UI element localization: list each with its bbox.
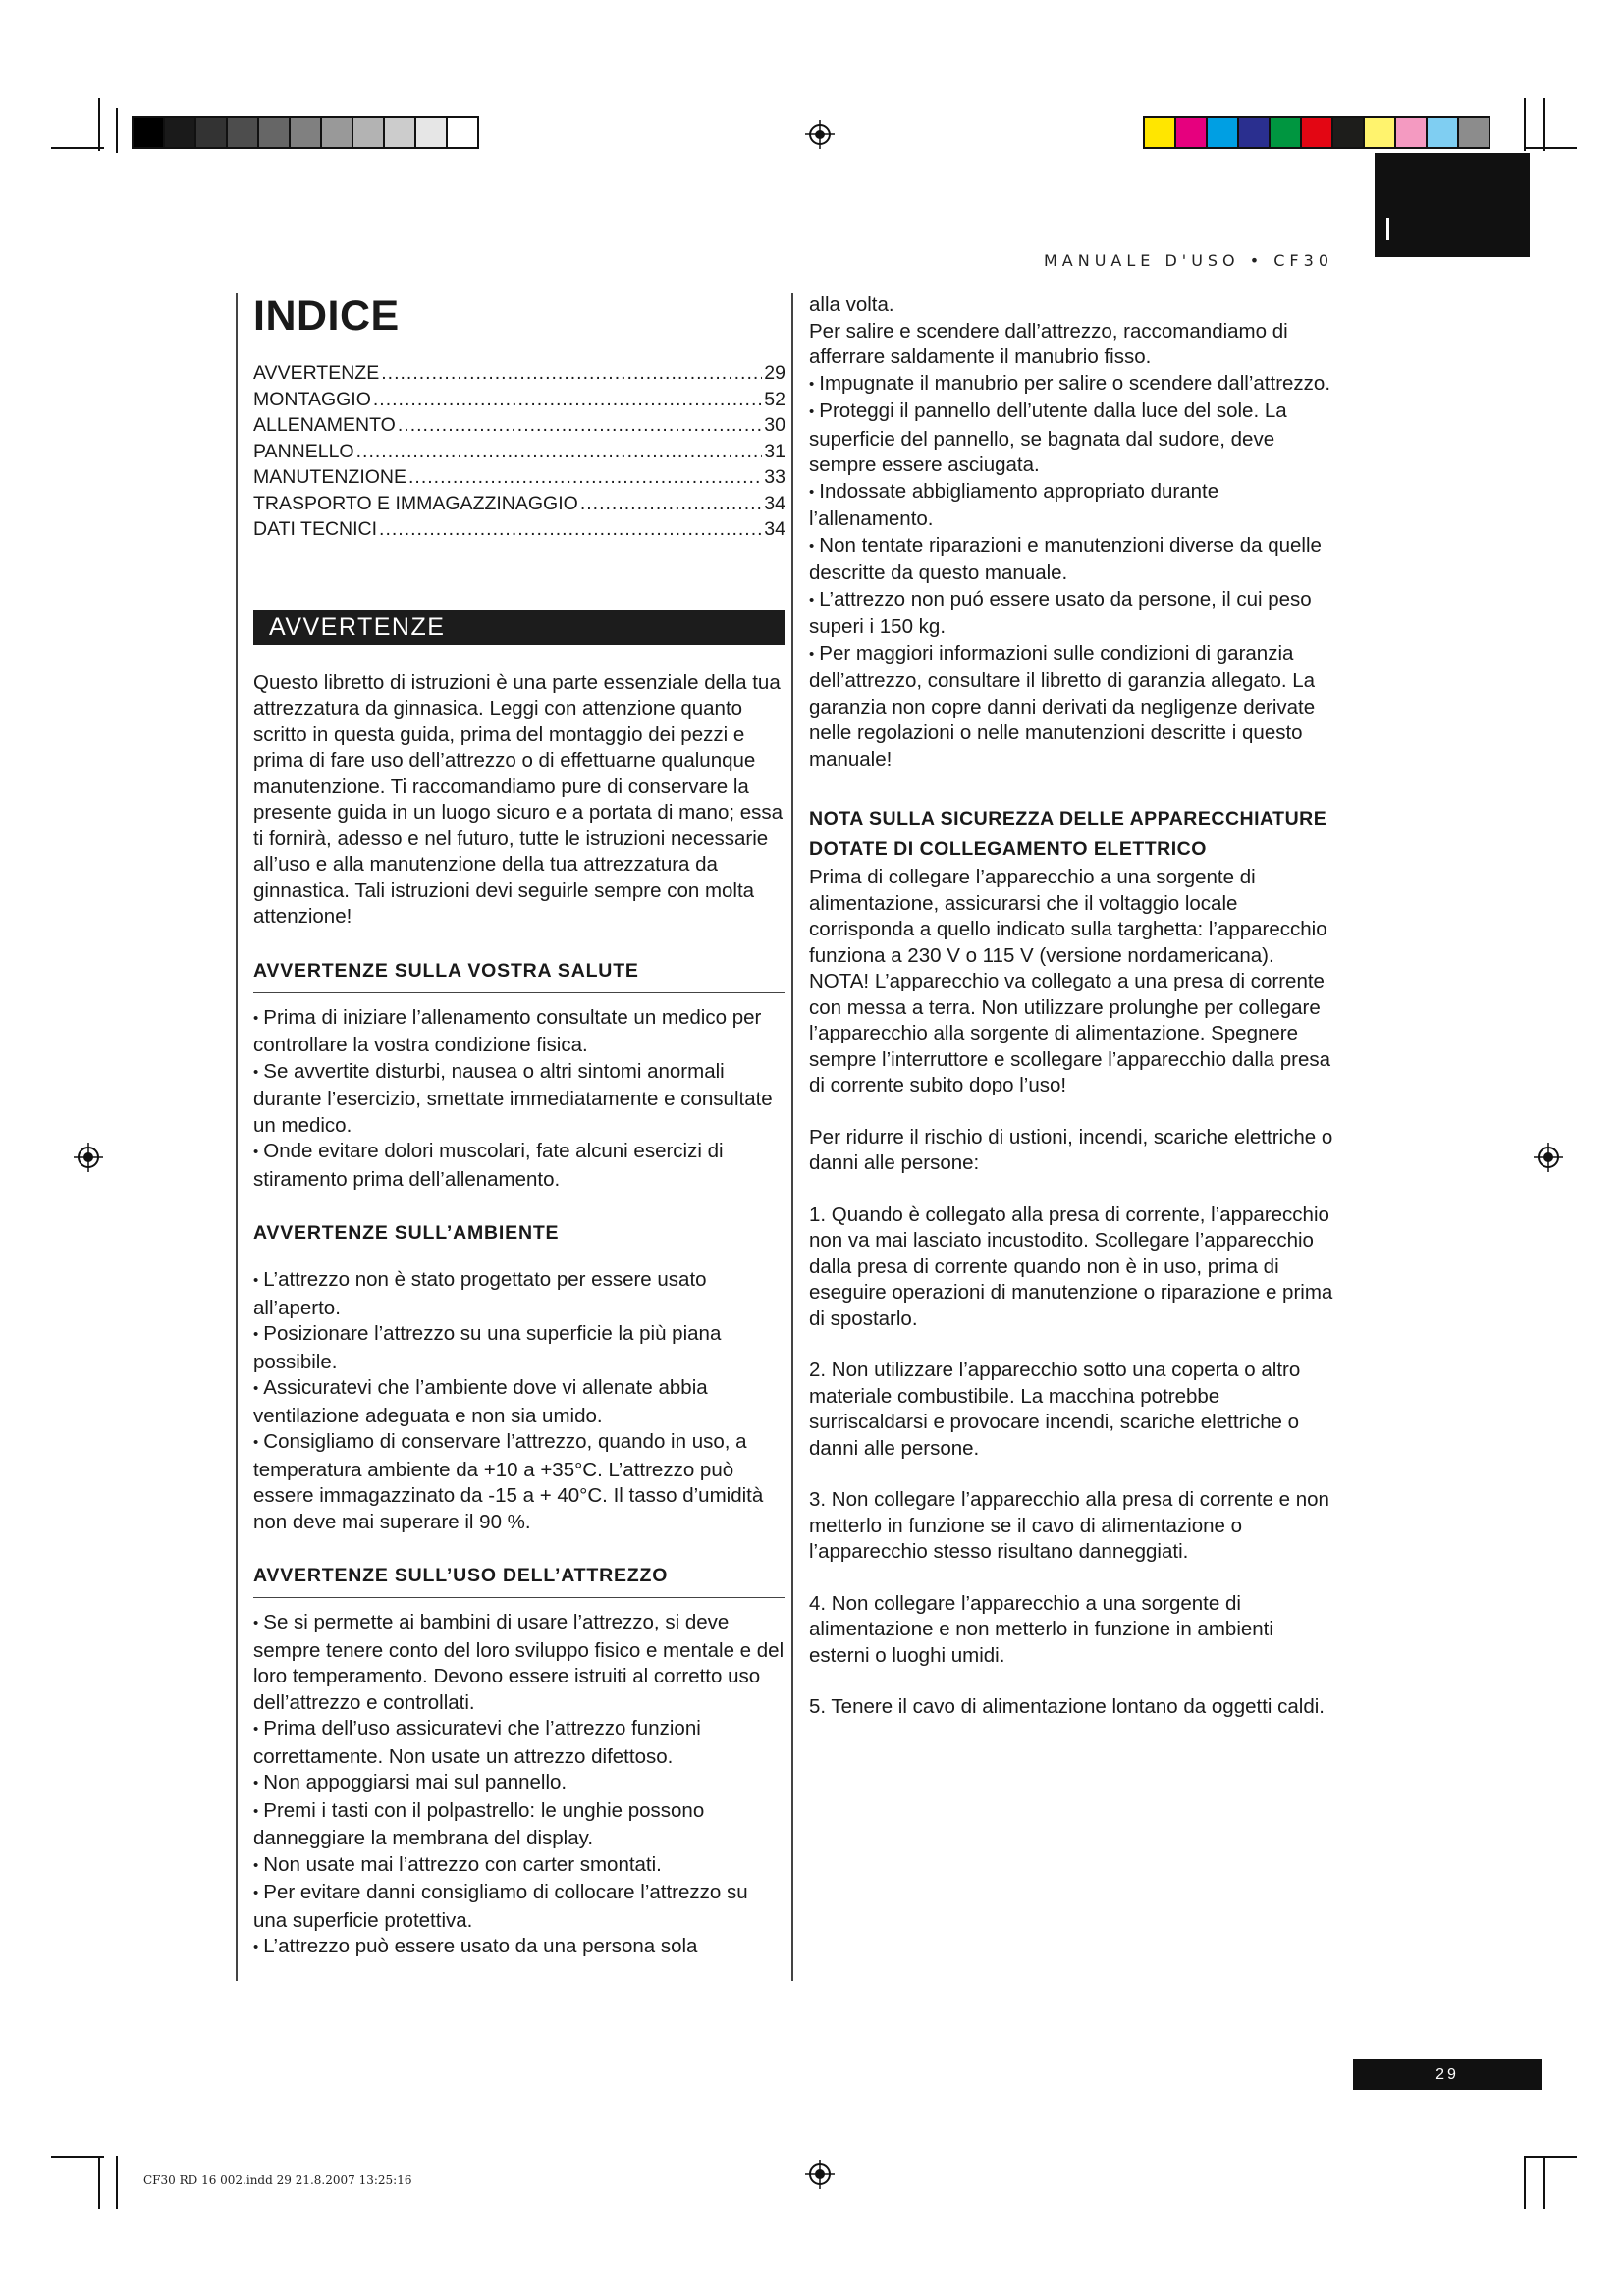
list-item: • Non usate mai l’attrezzo con carter smontati. [253,1852,785,1881]
toc-leader [381,360,762,387]
color-swatch [259,118,291,147]
right-column [791,293,1339,1981]
toc-label: TRASPORTO E IMMAGAZZINAGGIO [253,492,578,514]
cmyk-color-bar [1143,116,1490,149]
toc-leader [398,412,762,439]
toc-page: 29 [764,362,785,384]
numbered-item: 4. Non collegare l’apparecchio a una sorgente di alimentazione e non metterlo in funzione in ambienti esterni o luoghi umidi. [809,1591,1273,1667]
intro-paragraph: Questo libretto di istruzioni è una parte essenziale della tua attrezzatura da ginnasica. Leggi con attenzione quanto scritto in questa guida, prima del montaggio dei pezzi e prima di fare uso dell’attrezzo o di effettuarne qualunque manutenzione. Ti raccomandiamo pure di conservare la presente guida in un luogo sicuro e a portata di mano; essa ti fornirà, adesso e nel futuro, tutte le istruzioni necessarie all’uso e alla manutenzione della tua attrezzatura da ginnastica. Tali istruzioni devi seguirle sempre con molta attenzione! [253,670,784,928]
crop-mark [51,2156,104,2158]
color-swatch [1302,118,1333,147]
registration-target-icon [805,120,835,149]
bullet-list [253,1267,785,1535]
crop-mark [116,108,118,153]
toc-label: AVVERTENZE [253,362,380,384]
registration-target-icon [1534,1143,1563,1172]
toc-entry[interactable] [253,387,785,413]
left-column [236,293,785,1981]
crop-mark [98,98,100,151]
numbered-item: 3. Non collegare l’apparecchio alla presa di corrente e non metterlo in funzione se il cavo di alimentazione o l’apparecchio stesso risultano danneggiati. [809,1488,1329,1563]
page-number: 29 [1353,2059,1542,2090]
list-item: • Per evitare danni consigliamo di collocare l’attrezzo su una superficie protettiva. [253,1880,785,1934]
crop-mark [51,147,104,149]
bullet-list [253,1610,785,1962]
color-swatch [1365,118,1396,147]
toc-label: ALLENAMENTO [253,414,396,436]
toc-page: 52 [764,388,785,410]
registration-target-icon [805,2160,835,2189]
crop-mark [1543,98,1545,151]
crop-mark [1524,2156,1526,2209]
section-heading: AVVERTENZE SULL’AMBIENTE [253,1222,785,1255]
color-swatch [1428,118,1459,147]
toc-page: 34 [764,492,785,514]
color-swatch [1176,118,1208,147]
toc-leader [373,387,762,413]
toc-page: 31 [764,440,785,462]
toc-leader [356,439,763,465]
crop-mark [1543,2156,1545,2209]
crop-mark [1524,98,1526,151]
list-item: • Assicuratevi che l’ambiente dove vi allenate abbia ventilazione adeguata e non sia umido. [253,1375,785,1429]
numbered-item: 1. Quando è collegato alla presa di corrente, l’apparecchio non va mai lasciato incustodito. Scollegare l’apparecchio dalla presa di corrente quando non è in uso, prima di eseguire operazioni di manutenzione o riparazione e prima di spostarlo. [809,1202,1333,1330]
toc-entry[interactable] [253,412,785,439]
numbered-item: 5. Tenere il cavo di alimentazione lontano da oggetti caldi. [809,1695,1325,1718]
numbered-item: 2. Non utilizzare l’apparecchio sotto una coperta o altro materiale combustibile. La macchina potrebbe surriscaldarsi e provocare incendi, scariche elettriche o danni alle persone. [809,1359,1301,1460]
list-item: • L’attrezzo non puó essere usato da persone, il cui peso superi i 150 kg. [809,587,1339,641]
color-swatch [1333,118,1365,147]
chapter-thumb-tab [1375,153,1530,257]
list-item: • Indossate abbigliamento appropriato durante l’allenamento. [809,479,1339,533]
list-item: • Per maggiori informazioni sulle condizioni di garanzia dell’attrezzo, consultare il libretto di garanzia allegato. La garanzia non copre danni derivati da negligenze derivate nelle regolazioni o nelle manutenzioni descritte i questo manuale! [809,641,1339,774]
section-heading: AVVERTENZE SULL’USO DELL’ATTREZZO [253,1565,785,1598]
color-swatch [291,118,322,147]
color-swatch [1208,118,1239,147]
list-item: • Se avvertite disturbi, nausea o altri sintomi anormali durante l’esercizio, smettate immediatamente e consultate un medico. [253,1059,785,1140]
gray-color-bar [132,116,479,149]
color-swatch [165,118,196,147]
toc-label: MONTAGGIO [253,388,371,410]
toc-leader [580,491,762,517]
list-item: • Impugnate il manubrio per salire o scendere dall’attrezzo. [809,371,1339,400]
color-swatch [1271,118,1302,147]
list-item: • Non appoggiarsi mai sul pannello. [253,1770,785,1798]
continuation-text: Per salire e scendere dall’attrezzo, raccomandiamo di afferrare saldamente il manubrio fisso. [809,319,1288,368]
bullet-list [253,1005,785,1194]
list-item: • Non tentate riparazioni e manutenzioni diverse da quelle descritte da questo manuale. [809,533,1339,587]
table-of-contents [253,360,785,543]
crop-mark [1524,2156,1577,2158]
bullet-list [809,371,1339,774]
toc-page: 34 [764,518,785,540]
toc-page: 30 [764,414,785,436]
toc-entry[interactable] [253,360,785,387]
print-slug: CF30 RD 16 002.indd 29 21.8.2007 13:25:16 [143,2173,412,2187]
toc-entry[interactable] [253,439,785,465]
color-swatch [353,118,385,147]
list-item: • Se si permette ai bambini di usare l’attrezzo, si deve sempre tenere conto del loro sviluppo fisico e mentale e del loro temperamento. Devono essere istruiti al corretto uso dell’attrezzo e controllati. [253,1610,785,1716]
toc-entry[interactable] [253,491,785,517]
registration-target-icon [74,1143,103,1172]
color-swatch [1396,118,1428,147]
color-swatch [228,118,259,147]
color-swatch [134,118,165,147]
list-item: • Prima dell’uso assicuratevi che l’attrezzo funzioni correttamente. Non usate un attrezzo difettoso. [253,1716,785,1770]
index-title: INDICE [253,293,400,340]
crop-mark [1524,147,1577,149]
toc-page: 33 [764,466,785,488]
toc-label: DATI TECNICI [253,518,378,540]
list-item: • Prima di iniziare l’allenamento consultate un medico per controllare la vostra condizione fisica. [253,1005,785,1059]
color-swatch [448,118,477,147]
list-item: • Consigliamo di conservare l’attrezzo, quando in uso, a temperatura ambiente da +10 a +35°C. L’attrezzo può essere immagazzinato da -15 a + 40°C. Il tasso d’umidità non deve mai superare il 90 %. [253,1429,785,1535]
risk-intro: Per ridurre il rischio di ustioni, incendi, scariche elettriche o danni alle persone: [809,1125,1333,1174]
color-swatch [385,118,416,147]
toc-leader [379,516,762,543]
list-item: • L’attrezzo può essere usato da una persona sola [253,1934,785,1962]
crop-mark [98,2156,100,2209]
color-swatch [322,118,353,147]
toc-leader [408,464,762,491]
toc-label: PANNELLO [253,440,354,462]
safety-note-text: Prima di collegare l’apparecchio a una sorgente di alimentazione, assicurarsi che il voltaggio locale corrisponda a quello indicato sulla targhetta: l’apparecchio funziona a 230 V o 115 V (versione nordamericana). NOTA! L’apparecchio va collegato a una presa di corrente con messa a terra. Non utilizzare prolunghe per collegare l’apparecchio alla sorgente di alimentazione. Spegnere sempre l’interruttore e scollegare l’apparecchio dalla presa di corrente subito dopo l’uso! [809,866,1330,1096]
section-banner: AVVERTENZE [253,610,785,645]
safety-note-heading: NOTA SULLA SICUREZZA DELLE APPARECCHIATURE DOTATE DI COLLEGAMENTO ELETTRICO [809,808,1327,860]
color-swatch [1239,118,1271,147]
toc-entry[interactable] [253,464,785,491]
color-swatch [196,118,228,147]
list-item: • L’attrezzo non è stato progettato per essere usato all’aperto. [253,1267,785,1321]
color-swatch [416,118,448,147]
crop-mark [116,2156,118,2209]
running-head: MANUALE D'USO • CF30 [1043,251,1333,270]
section-heading: AVVERTENZE SULLA VOSTRA SALUTE [253,960,785,993]
list-item: • Onde evitare dolori muscolari, fate alcuni esercizi di stiramento prima dell’allenamento. [253,1139,785,1193]
toc-label: MANUTENZIONE [253,466,406,488]
list-item: • Premi i tasti con il polpastrello: le unghie possono danneggiare la membrana del display. [253,1798,785,1852]
color-swatch [1145,118,1176,147]
color-swatch [1459,118,1489,147]
toc-entry[interactable] [253,516,785,543]
list-item: • Posizionare l’attrezzo su una superficie la più piana possibile. [253,1321,785,1375]
list-item: • Proteggi il pannello dell’utente dalla luce del sole. La superficie del pannello, se bagnata dal sudore, deve sempre essere asciugata. [809,399,1339,479]
continuation-text: alla volta. [809,294,894,316]
